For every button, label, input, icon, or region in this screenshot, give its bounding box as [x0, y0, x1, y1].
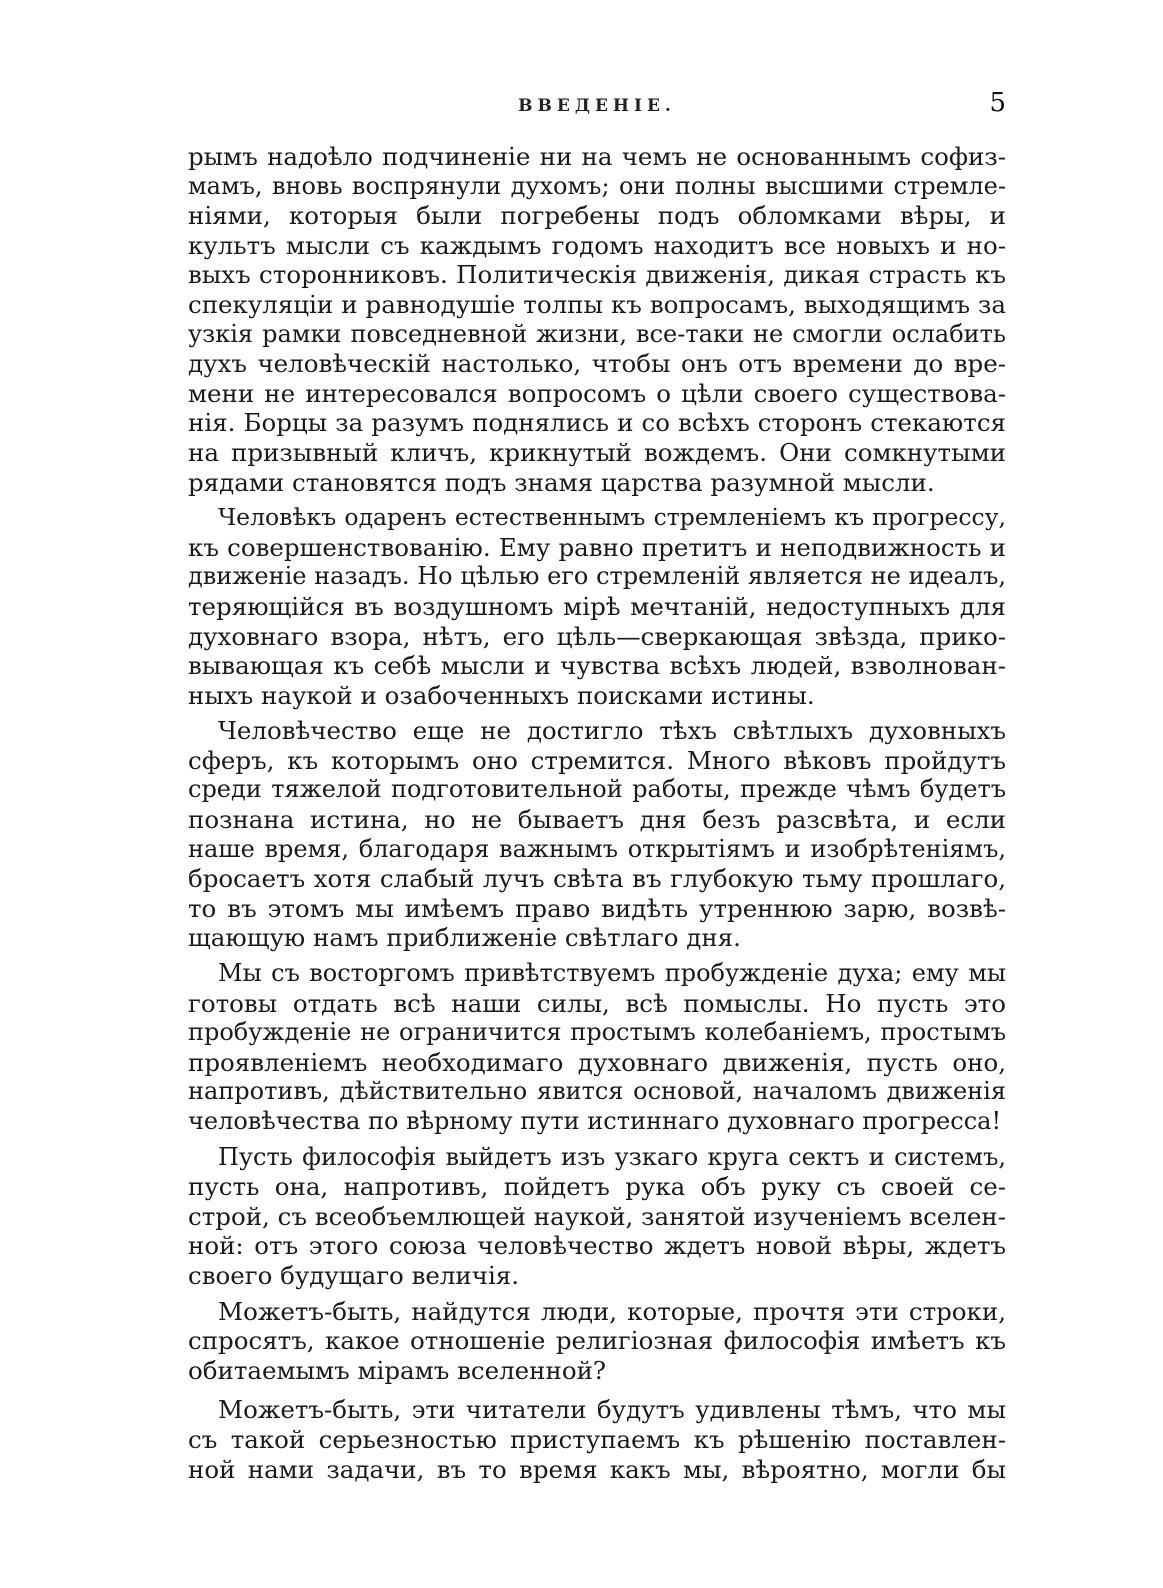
- paragraph: [188, 1143, 1006, 1291]
- text-line: Человѣчество еще не достигло тѣхъ свѣтлыхъ духовныхъ: [218, 716, 1006, 746]
- text-line: Можетъ-быть, найдутся люди, которые, прочтя эти строки,: [218, 1296, 1006, 1326]
- text-line: щающую намъ приближеніе свѣтлаго дня.: [188, 923, 741, 953]
- text-line: ной нами задачи, въ то время какъ мы, вѣроятно, могли бы: [188, 1454, 1006, 1484]
- text-line: сферъ, къ которымъ оно стремится. Много вѣковъ пройдутъ: [188, 745, 1006, 775]
- text-line: своего будущаго величія.: [188, 1260, 520, 1290]
- text-line: обитаемымъ мірамъ вселенной?: [188, 1355, 607, 1385]
- paragraph: [188, 1395, 1006, 1484]
- text-line: Человѣкъ одаренъ естественнымъ стремленіемъ къ прогрессу,: [218, 503, 1006, 532]
- text-line: среди тяжелой подготовительной работы, прежде чѣмъ будетъ: [188, 775, 1006, 804]
- text-line: узкія рамки повседневной жизни, все-таки не смогли ослабить: [188, 319, 1006, 348]
- text-line: то въ этомъ мы имѣемъ право видѣть утреннюю зарю, возвѣ-: [188, 893, 1006, 923]
- body-text: [188, 142, 1006, 1490]
- paragraph: [188, 959, 1006, 1137]
- text-line: пробужденіе не ограничится простымъ колебаніемъ, простымъ: [188, 1018, 1006, 1047]
- text-line: человѣчества по вѣрному пути истиннаго духовнаго прогресса!: [188, 1107, 1002, 1135]
- page-number: 5: [989, 88, 1006, 118]
- text-line: къ совершенствованію. Ему равно претитъ и неподвижность и: [188, 532, 1006, 562]
- paragraph: [188, 716, 1006, 953]
- text-line: вывающая къ себѣ мысли и чувства всѣхъ людей, взволнован-: [188, 651, 1006, 681]
- text-line: съ такой серьезностью приступаемъ къ рѣшенію поставлен-: [188, 1424, 1006, 1454]
- paragraph: [188, 503, 1006, 710]
- text-line: напротивъ, дѣйствительно явится основой, началомъ движенія: [188, 1077, 1006, 1106]
- running-title: ВВЕДЕНІЕ.: [518, 96, 676, 116]
- text-line: готовы отдать всѣ наши силы, всѣ помыслы. Но пусть это: [188, 988, 1006, 1018]
- text-line: рымъ надоѣло подчиненіе ни на чемъ не основаннымъ софиз-: [188, 142, 1006, 171]
- text-line: мамъ, вновь воспрянули духомъ; они полны высшими стремле-: [188, 171, 1006, 200]
- page-header: [188, 88, 1006, 122]
- text-line: духъ человѣческій настолько, чтобы онъ отъ времени до вре-: [188, 349, 1006, 379]
- paragraph: [188, 1297, 1006, 1386]
- text-line: Пусть философія выйдетъ изъ узкаго круга сектъ и системъ,: [218, 1142, 1006, 1171]
- text-line: спросятъ, какое отношеніе религіозная философія имѣетъ къ: [188, 1326, 1006, 1356]
- text-line: пусть она, напротивъ, пойдетъ рука объ руку съ своей се-: [188, 1172, 1006, 1202]
- text-line: спекуляціи и равнодушіе толпы къ вопросамъ, выходящимъ за: [188, 289, 1006, 319]
- text-line: бросаетъ хотя слабый лучъ свѣта въ глубокую тьму прошлаго,: [188, 864, 1006, 894]
- text-line: выхъ сторонниковъ. Политическія движенія, дикая страсть къ: [188, 260, 1006, 290]
- text-line: Можетъ-быть, эти читатели будутъ удивлены тѣмъ, что мы: [218, 1395, 1006, 1425]
- text-line: наше время, благодаря важнымъ открытіямъ и изобрѣтеніямъ,: [188, 834, 1006, 863]
- text-line: ныхъ наукой и озабоченныхъ поисками истины.: [188, 680, 815, 710]
- paragraph: [188, 142, 1006, 497]
- text-line: познана истина, но не бываетъ дня безъ разсвѣта, и если: [188, 805, 1006, 835]
- text-line: Мы съ восторгомъ привѣтствуемъ пробужденіе духа; ему мы: [218, 959, 1006, 988]
- text-line: проявленіемъ необходимаго духовнаго движенія, пусть оно,: [188, 1047, 1006, 1077]
- text-line: строй, съ всеобъемлющей наукой, занятой изученіемъ вселен-: [188, 1201, 1006, 1231]
- text-line: нія. Борцы за разумъ поднялись и со всѣхъ сторонъ стекаются: [188, 408, 1006, 438]
- text-line: культъ мысли съ каждымъ годомъ находитъ все новыхъ и но-: [188, 230, 1006, 260]
- text-line: на призывный кличъ, крикнутый вождемъ. Они сомкнутыми: [188, 437, 1006, 467]
- text-line: ной: отъ этого союза человѣчество ждетъ новой вѣры, ждетъ: [188, 1231, 1006, 1261]
- text-line: ніями, которыя были погребены подъ обломками вѣры, и: [188, 201, 1006, 231]
- text-line: мени не интересовался вопросомъ о цѣли своего существова-: [188, 378, 1006, 408]
- text-line: духовнаго взора, нѣтъ, его цѣль—сверкающая звѣзда, прико-: [188, 621, 1006, 651]
- text-line: рядами становятся подъ знамя царства разумной мысли.: [188, 467, 935, 497]
- text-line: теряющійся въ воздушномъ мірѣ мечтаній, недоступныхъ для: [188, 591, 1006, 621]
- text-line: движеніе назадъ. Но цѣлью его стремленій является не идеалъ,: [188, 562, 1006, 591]
